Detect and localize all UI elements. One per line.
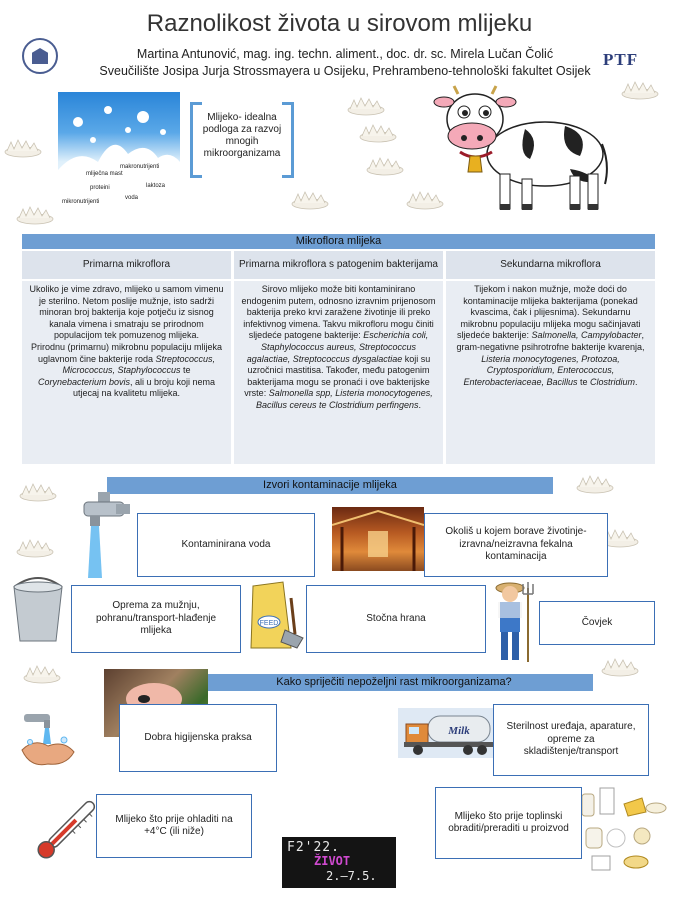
feed-bag-label: FEED	[259, 620, 279, 627]
contamination-heading: Izvori kontaminacije mlijeka	[107, 477, 553, 494]
col-pathogenic-header: Primarna mikroflora s patogenim bakterijama	[234, 251, 443, 279]
col-pathogenic-body: Sirovo mlijeko može biti kontaminirano endogenim putem, odnosno izravnim prijenosom bakterija preko krvi zaražene životinje ili preko infektivnog vimena. Takvu mikrofloru mogu činiti sljedeće patogene bakterije: Escherichia coli, Staphylococcus aureus, Streptococcus agalactiae, Streptococcus dysgalactiae koji su uzročnici mastitisa. Također, među patogenim bakterijama mogu se pronaći i ove bakterijske vrste: Salmonella spp, Listeria monocytogenes, Bacillus cereus te Clostridium perfingens.	[234, 281, 443, 464]
prevention-cooling: Mlijeko što prije ohladiti na +4°C (ili niže)	[96, 794, 252, 858]
barn-photo	[332, 507, 424, 571]
prevention-processing: Mlijeko što prije toplinski obraditi/preraditi u proizvod	[435, 787, 582, 859]
milk-caption-frame	[190, 102, 294, 178]
faucet-icon	[78, 490, 138, 580]
splash-icon	[367, 158, 403, 175]
splash-icon	[17, 207, 53, 224]
milk-splash-image	[58, 92, 180, 208]
col-secondary-body: Tijekom i nakon mužnje, može doći do kontaminacije mlijeka bakterijama (ponekad kvascima, čak i plijesnima). Sekundarnu mikrobnu populaciju mlijeka mogu sačinjavati sljedeće bakterije: Salmonella, Campylobacter, gram-negativne psihrotrofne bakterije kvarenja, Listeria monocytogenes, Protozoa, Cryptosporidium, Enterococcus, Enterobacteriaceae, Bacillus te Clostridium.	[446, 281, 655, 464]
feed-bag-icon	[245, 578, 305, 652]
primary-para-2: Prirodnu (primarnu) mikrobnu populaciju mlijeka uglavnom čine bakterije roda Streptococcus, Micrococcus, Staphylococcus te Corynebacterium bovis, ali u broju koji nema utjecaj na kvalitetu mlijeka.	[30, 341, 223, 399]
splash-icon	[292, 192, 328, 209]
poster-title: Raznolikost života u sirovom mlijeku	[146, 10, 533, 37]
milk-label-macro: makronutrijenti	[120, 164, 160, 170]
prevention-heading: Kako spriječiti nepoželjni rast mikroorganizama?	[195, 674, 593, 691]
splash-icon	[622, 82, 658, 99]
ptf-logo: PTF	[603, 50, 639, 69]
source-milking-equipment: Oprema za mužnju, pohranu/transport-hlađenje mlijeka	[71, 585, 241, 653]
milk-label-fat: mliječna mast	[86, 171, 123, 177]
thermometer-icon	[26, 790, 106, 870]
splash-icon	[577, 476, 613, 493]
source-environment: Okoliš u kojem borave životinje- izravna/neizravna fekalna kontaminacija	[424, 513, 608, 577]
event-logo-line3: 2.–7.5.	[326, 869, 377, 883]
authors-line: Martina Antunović, mag. ing. techn. aliment., doc. dr. sc. Mirela Lučan Čolić	[136, 47, 554, 61]
microflora-heading: Mikroflora mlijeka	[22, 234, 655, 249]
splash-icon	[24, 666, 60, 683]
source-contaminated-water: Kontaminirana voda	[137, 513, 315, 577]
milk-caption: Mlijeko- idealna podloga za razvoj mnogih mikroorganizama	[202, 112, 282, 159]
affiliation-line: Sveučilište Josipa Jurja Strossmayera u Osijeku, Prehrambeno-tehnološki fakultet Osijek	[99, 64, 591, 78]
splash-icon	[20, 484, 56, 501]
col-primary-header: Primarna mikroflora	[22, 251, 231, 279]
handwashing-icon	[18, 710, 78, 770]
event-logo-line1: F2'22.	[287, 840, 340, 855]
milk-label-micro: mikronutrijenti	[62, 199, 100, 205]
event-logo	[282, 837, 396, 888]
source-animal-feed: Stočna hrana	[306, 585, 486, 653]
prevention-sterility: Sterilnost uređaja, aparature, opreme za skladištenje/transport	[493, 704, 649, 776]
splash-icon	[360, 125, 396, 142]
cow-illustration	[430, 84, 610, 214]
primary-para-1: Ukoliko je vime zdravo, mlijeko u samom vimenu je sterilno. Netom poslije mužnje, isto sadrži minoran broj bakterija koje potječu iz sisnog kanala vimena i smatraju se prirodnom populacijom tek pomuzenog mlijeka.	[29, 284, 224, 341]
source-human: Čovjek	[539, 601, 655, 645]
col-secondary-header: Sekundarna mikroflora	[446, 251, 655, 279]
milk-label-water: voda	[125, 195, 139, 201]
truck-milk-label: Milk	[448, 725, 470, 737]
prevention-hygiene: Dobra higijenska praksa	[119, 704, 277, 772]
event-logo-line2: ŽIVOT	[314, 854, 351, 868]
milk-label-protein: proteini	[90, 185, 110, 191]
dairy-products-icon	[572, 784, 672, 874]
milk-truck-icon	[398, 708, 498, 758]
bucket-icon	[10, 573, 66, 645]
splash-icon	[5, 140, 41, 157]
col-primary-body	[22, 281, 231, 464]
splash-icon	[348, 98, 384, 115]
splash-icon	[17, 540, 53, 557]
milk-label-lactose: laktoza	[146, 183, 166, 189]
splash-icon	[602, 659, 638, 676]
farmer-icon	[490, 578, 540, 666]
